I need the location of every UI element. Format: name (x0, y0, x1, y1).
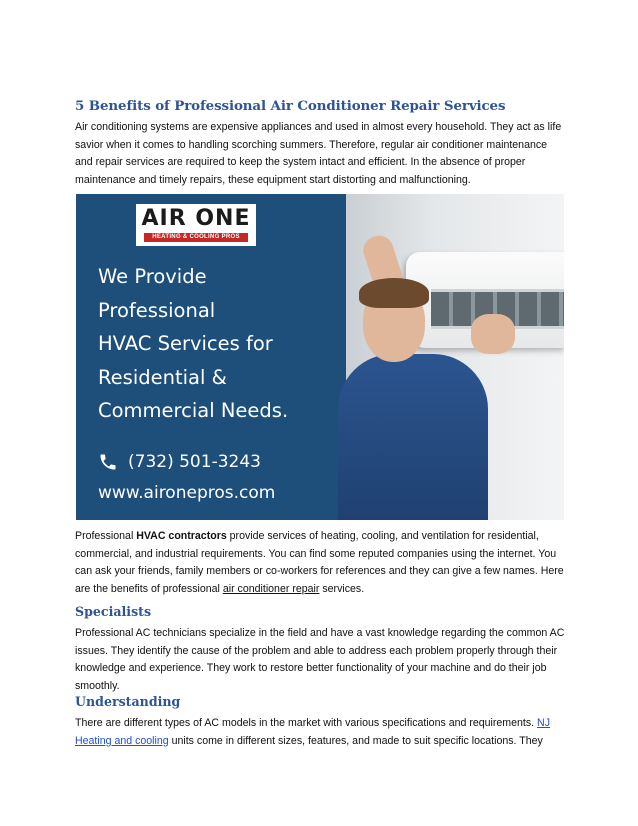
intro-paragraph: Air conditioning systems are expensive appliances and used in almost every household. They act as life savior when it comes to handling scorching summers. Therefore, regular air conditioner maintenance and repair services are required to keep the system intact and efficient. In the absence of proper maintenance and timely repairs, these equipment start distorting and malfunctioning. (75, 121, 562, 186)
contractors-paragraph (75, 528, 565, 598)
understanding-prefix: There are different types of AC models in the market with various specifications and requirements. (75, 717, 538, 729)
air-conditioner-repair-link[interactable]: air conditioner repair (222, 582, 320, 595)
technician-hand (471, 314, 515, 354)
banner-headline (98, 260, 398, 428)
understanding-suffix: units come in different sizes, features, and made to suit specific locations. They (168, 734, 543, 747)
contractors-middle: provide services of heating, cooling, and ventilation for residential, commercial, and industrial requirements. You can find some reputed companies using the internet. You can ask your friends, family members or co-workers for references and they can give a few names. Here are the benefits of professional (75, 530, 564, 595)
nj-heating-cooling-link[interactable]: NJ Heating and cooling (75, 717, 550, 747)
air-one-logo (136, 204, 256, 246)
ad-banner-image (76, 194, 564, 520)
logo-sub-text: HEATING & COOLING PROS (144, 233, 248, 242)
contractors-prefix: Professional (75, 530, 137, 542)
headline-line: We Provide (98, 265, 207, 288)
phone-icon (98, 452, 118, 472)
contractors-suffix: services. (319, 582, 365, 595)
understanding-heading: Understanding (75, 694, 181, 709)
headline-line: HVAC Services for (98, 332, 273, 355)
phone-number: (732) 501-3243 (128, 452, 261, 472)
phone-row (98, 450, 261, 474)
headline-line: Residential & (98, 365, 227, 389)
page-title: 5 Benefits of Professional Air Conditioner Repair Services (75, 98, 506, 114)
website-url: www.aironepros.com (98, 483, 276, 503)
headline-line: Professional (98, 298, 216, 322)
logo-main-text: AIR ONE (141, 206, 251, 231)
specialists-paragraph: Professional AC technicians specialize in the field and have a vast knowledge regarding the common AC issues. They identify the cause of the problem and able to address each problem properly through their knowledge and experience. They work to restore better functionality of your machine and do their job smoothly. (75, 627, 565, 692)
specialists-heading: Specialists (75, 604, 152, 619)
headline-line: Commercial Needs. (98, 399, 289, 422)
hvac-contractors-bold: HVAC contractors (136, 530, 227, 542)
understanding-paragraph (75, 715, 565, 750)
